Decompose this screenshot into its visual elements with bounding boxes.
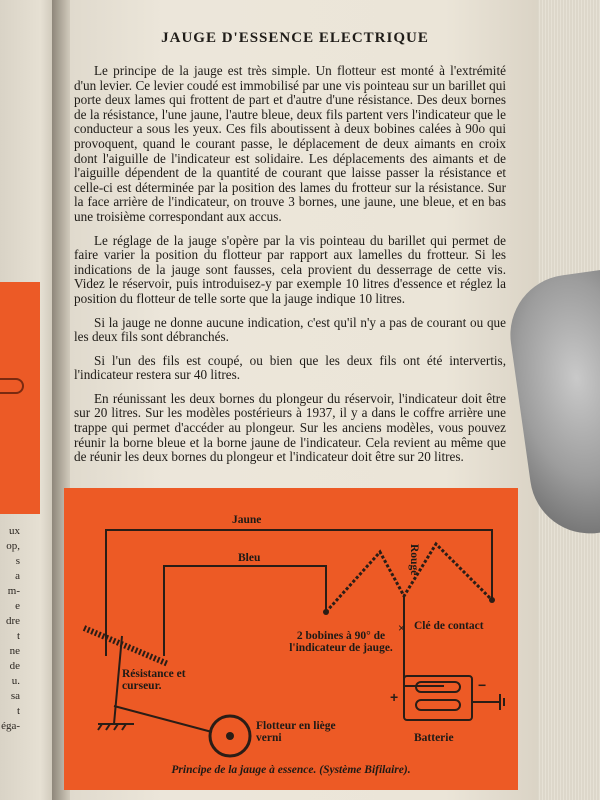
left-page-fragment: t xyxy=(16,630,20,642)
left-page-fragment: ux xyxy=(9,525,20,537)
left-page-fragment: e xyxy=(15,600,20,612)
paragraph: Si l'un des fils est coupé, ou bien que les deux fils ont été intervertis, l'indicateur restera sur 40 litres. xyxy=(74,352,506,383)
label-bobines: 2 bobines à 90° de l'indicateur de jauge. xyxy=(289,630,393,654)
minus-sign: − xyxy=(478,677,487,693)
left-page-fragment: de xyxy=(9,660,20,672)
left-page-fragment: s xyxy=(15,555,20,567)
paragraph: Le principe de la jauge est très simple. Un flotteur est monté à l'extrémité d'un levier. Ce levier coudé est immobilisé par une vis pointeau sur un barillet qui porte deux lames qui frottent de part et d'autre d'une résistance. Des deux bornes de la résistance, l'une jaune, l'autre bleue, deux fils partent vers l'indicateur que le conducteur a sous les yeux. Ces fils aboutissent à deux bobines calées à 90o qui provoquent, quand le courant passe, le déplacement de deux aimants en croix dont l'aiguille de l'indicateur est solidaire. Les déplacements des aimants et de l'aiguille dépendent de la quantité de courant que laisse passer la résistance et celle-ci est déterminée par la position des lames du frotteur sur la résistance. Sur la face arrière de l'indicateur, on trouve 3 bornes, une jaune, une bleue, et en bas une troisième correspondant aux accus. xyxy=(74,63,506,224)
battery-cell xyxy=(416,700,460,710)
ground-left xyxy=(98,724,134,730)
body-text xyxy=(74,64,506,474)
left-page-fragment: sa xyxy=(10,690,20,702)
left-page-fragment: a xyxy=(15,570,20,582)
plus-sign: + xyxy=(390,689,399,705)
left-page-fragment: m- xyxy=(7,585,20,597)
terminal xyxy=(323,609,329,615)
paragraph: Si la jauge ne donne aucune indication, c'est qu'il n'y a pas de courant ou que les deux fils sont débranchés. xyxy=(74,314,506,345)
left-page-fragment: dre xyxy=(5,615,20,627)
diagram-caption: Principe de la jauge à essence. (Système Bifilaire). xyxy=(171,764,411,776)
paragraph: En réunissant les deux bornes du plongeur du réservoir, l'indicateur doit être sur 20 litres. Sur les modèles postérieurs à 1937, il y a dans le coffre arrière une trappe qui permet d'accéder au plongeur. Sur les anciens modèles, vous pouvez réunir la borne bleue et la borne jaune de l'indicateur. Cela revient au même que de réunir les deux bornes du plongeur et l'indicateur doit être sur 20 litres. xyxy=(74,390,506,465)
label-bleu: Bleu xyxy=(238,552,261,564)
left-page-fragment: op, xyxy=(6,540,20,552)
fuel-gauge-diagram xyxy=(64,488,518,790)
float-center xyxy=(226,732,234,740)
label-jaune: Jaune xyxy=(232,514,262,526)
cross-icon: × xyxy=(398,621,406,635)
label-cle-contact: Clé de contact xyxy=(414,620,484,632)
left-page-fragment: u. xyxy=(11,675,20,687)
left-page-text-fragments xyxy=(0,524,20,734)
label-batterie: Batterie xyxy=(414,732,454,744)
label-rouge: Rouge xyxy=(408,544,420,576)
wire-rouge xyxy=(404,596,444,686)
page-title: JAUGE D'ESSENCE ELECTRIQUE xyxy=(161,30,429,46)
paragraph: Le réglage de la jauge s'opère par la vis pointeau du barillet qui permet de faire varier la position du flotteur par rapport aux lamelles du frotteur. Si les indications de la jauge sont fausses, cela provient du desserrage de cette vis. Videz le réservoir, puis introduisez-y par exemple 10 litres d'essence et réglez la position du flotteur de telle sorte que la jauge indique 10 litres. xyxy=(74,232,506,306)
left-page-fragment: ne xyxy=(9,645,20,657)
terminal xyxy=(489,597,495,603)
left-page xyxy=(0,0,58,800)
left-page-fragment: t xyxy=(16,705,20,717)
left-page-illustration xyxy=(0,282,40,514)
label-flotteur: Flotteur en liège verni xyxy=(256,720,336,744)
battery-ground xyxy=(472,694,504,710)
label-resistance: Résistance et curseur. xyxy=(122,668,186,692)
resistance-bar xyxy=(84,628,168,664)
left-page-fragment: éga- xyxy=(1,720,20,732)
left-page-oval-shape xyxy=(0,378,24,394)
